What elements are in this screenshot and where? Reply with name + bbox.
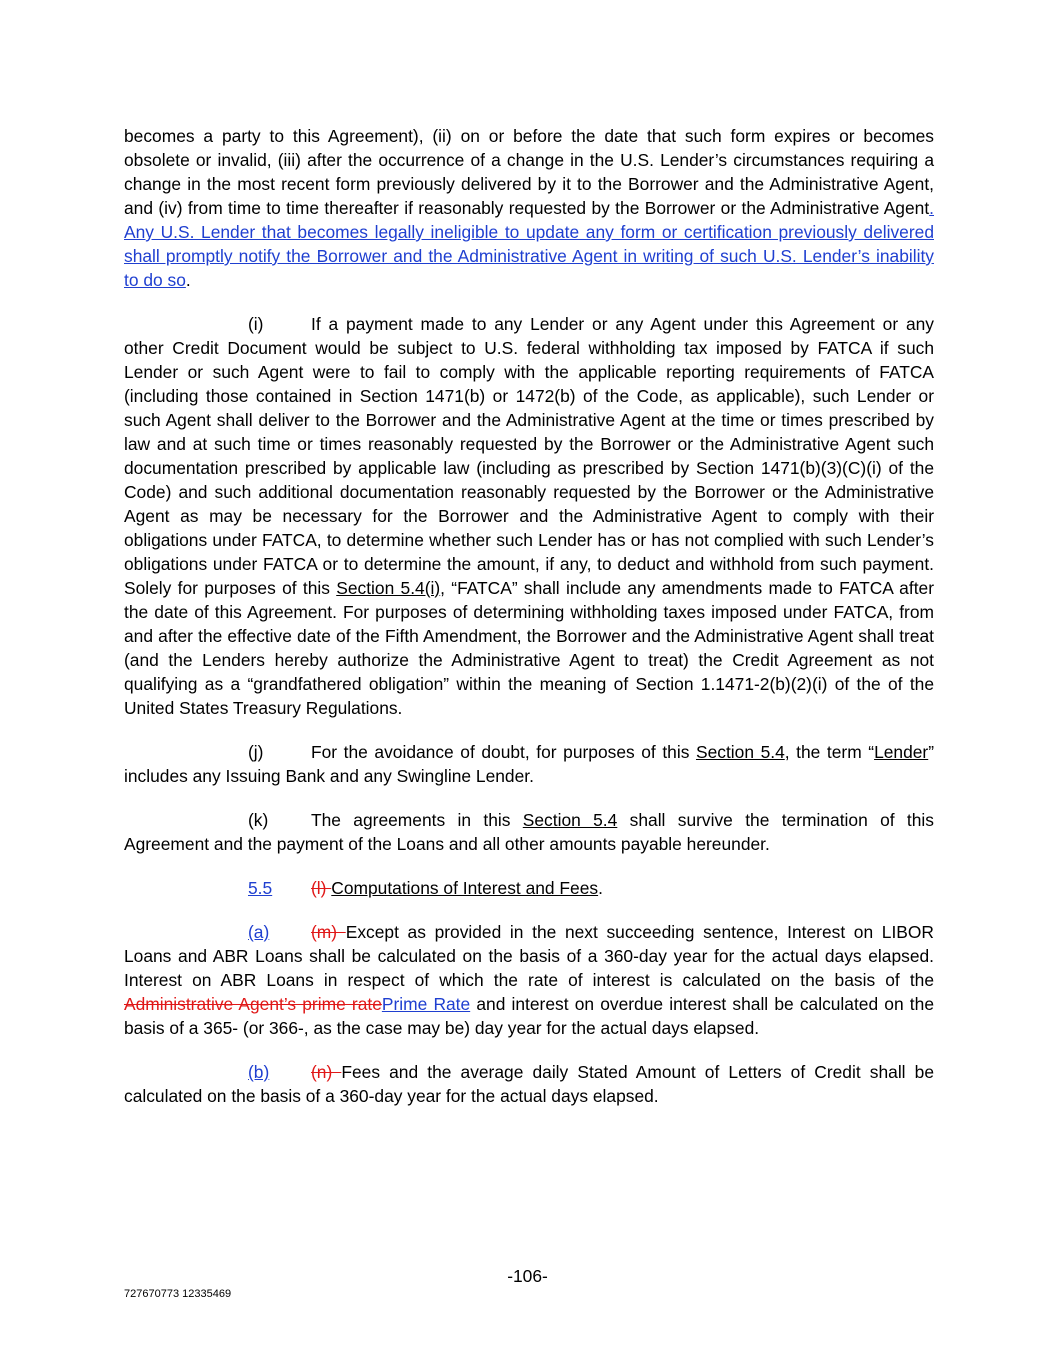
section-reference: Section 5.4 xyxy=(695,742,785,762)
paragraph-a: (a) (m) Except as provided in the next succeeding sentence, Interest on LIBOR Loans and ABR Loans shall be calculated on the basis of a 360-day year for the actual days elapsed. Interest on ABR Loans in respect of which the rate of interest is calculated on the basis of the Administrative Agent’s prime ratePrime Rate and interest on overdue interest shall be calculated on the basis of a 365- (or 366-, as the case may be) day year for the actual days elapsed. xyxy=(124,922,934,1038)
section-number-inserted: 5.5 xyxy=(248,878,273,898)
paragraph-j: (j) For the avoidance of doubt, for purposes of this Section 5.4, the term “Lender” includes any Issuing Bank and any Swingline Lender. xyxy=(124,742,935,786)
defined-term: Lender xyxy=(874,742,929,762)
deleted-text: Administrative Agent’s prime rate xyxy=(124,994,382,1014)
section-reference: Section 5.4 xyxy=(522,810,618,830)
section-number-deleted: (l) xyxy=(311,878,332,898)
paragraph-k: (k) The agreements in this Section 5.4 shall survive the termination of this Agreement and the payment of the Loans and all other amounts payable hereunder. xyxy=(124,810,934,854)
section-heading-5-5: 5.5 (l) Computations of Interest and Fees. xyxy=(248,878,603,898)
paragraph-label: (k) xyxy=(248,810,269,830)
inserted-text: Prime Rate xyxy=(381,994,471,1014)
document-body xyxy=(124,124,934,1108)
paragraph-b: (b) (n) Fees and the average daily Stated Amount of Letters of Credit shall be calculated on the basis of a 360-day year for the actual days elapsed. xyxy=(124,1062,934,1106)
paragraph-label-deleted: (m) xyxy=(311,922,346,942)
paragraph-label-deleted: (n) xyxy=(311,1062,342,1082)
page-number: -106- xyxy=(507,1266,548,1286)
section-title: Computations of Interest and Fees xyxy=(331,878,599,898)
document-id: 727670773 12335469 xyxy=(124,1288,232,1300)
paragraph-label-inserted: (a) xyxy=(248,922,270,942)
paragraph-label: (i) xyxy=(248,314,264,334)
inserted-text: . Any U.S. Lender that becomes legally ineligible to update any form or certification previously delivered shall promptly notify the Borrower and the Administrative Agent in writing of such U.S. Lender’s inability to do so xyxy=(124,198,934,290)
paragraph-continuation: becomes a party to this Agreement), (ii) on or before the date that such form expires or becomes obsolete or invalid, (iii) after the occurrence of a change in the U.S. Lender’s circumstances requiring a change in the most recent form previously delivered by it to the Borrower and the Administrative Agent, and (iv) from time to time thereafter if reasonably requested by the Borrower or the Administrative Agent. Any U.S. Lender that becomes legally ineligible to update any form or certification previously delivered shall promptly notify the Borrower and the Administrative Agent in writing of such U.S. Lender’s inability to do so. xyxy=(124,126,934,290)
paragraph-i: (i) If a payment made to any Lender or any Agent under this Agreement or any other Credit Document would be subject to U.S. federal withholding tax imposed by FATCA if such Lender or such Agent were to fail to comply with the applicable reporting requirements of FATCA (including those contained in Section 1471(b) or 1472(b) of the Code, as applicable), such Lender or such Agent shall deliver to the Borrower and the Administrative Agent at the time or times prescribed by law and at such time or times reasonably requested by the Borrower or the Administrative Agent such documentation prescribed by applicable law (including as prescribed by Section 1471(b)(3)(C)(i) of the Code) and such additional documentation reasonably requested by the Borrower or the Administrative Agent as may be necessary for the Borrower and the Administrative Agent to comply with their obligations under FATCA, to determine whether such Lender has or has not complied with such Lender’s obligations under FATCA or to determine the amount, if any, to deduct and withhold from such payment. Solely for purposes of this Section 5.4(i), “FATCA” shall include any amendments made to FATCA after the date of this Agreement. For purposes of determining withholding taxes imposed under FATCA, from and after the effective date of the Fifth Amendment, the Borrower and the Administrative Agent shall treat (and the Lenders hereby authorize the Administrative Agent to treat) the Credit Agreement as not qualifying as a “grandfathered obligation” within the meaning of Section 1.1471-2(b)(2)(i) of the of the United States Treasury Regulations. xyxy=(124,314,934,718)
section-reference: Section 5.4(i) xyxy=(336,578,441,598)
paragraph-label: (j) xyxy=(248,742,264,762)
paragraph-label-inserted: (b) xyxy=(248,1062,270,1082)
